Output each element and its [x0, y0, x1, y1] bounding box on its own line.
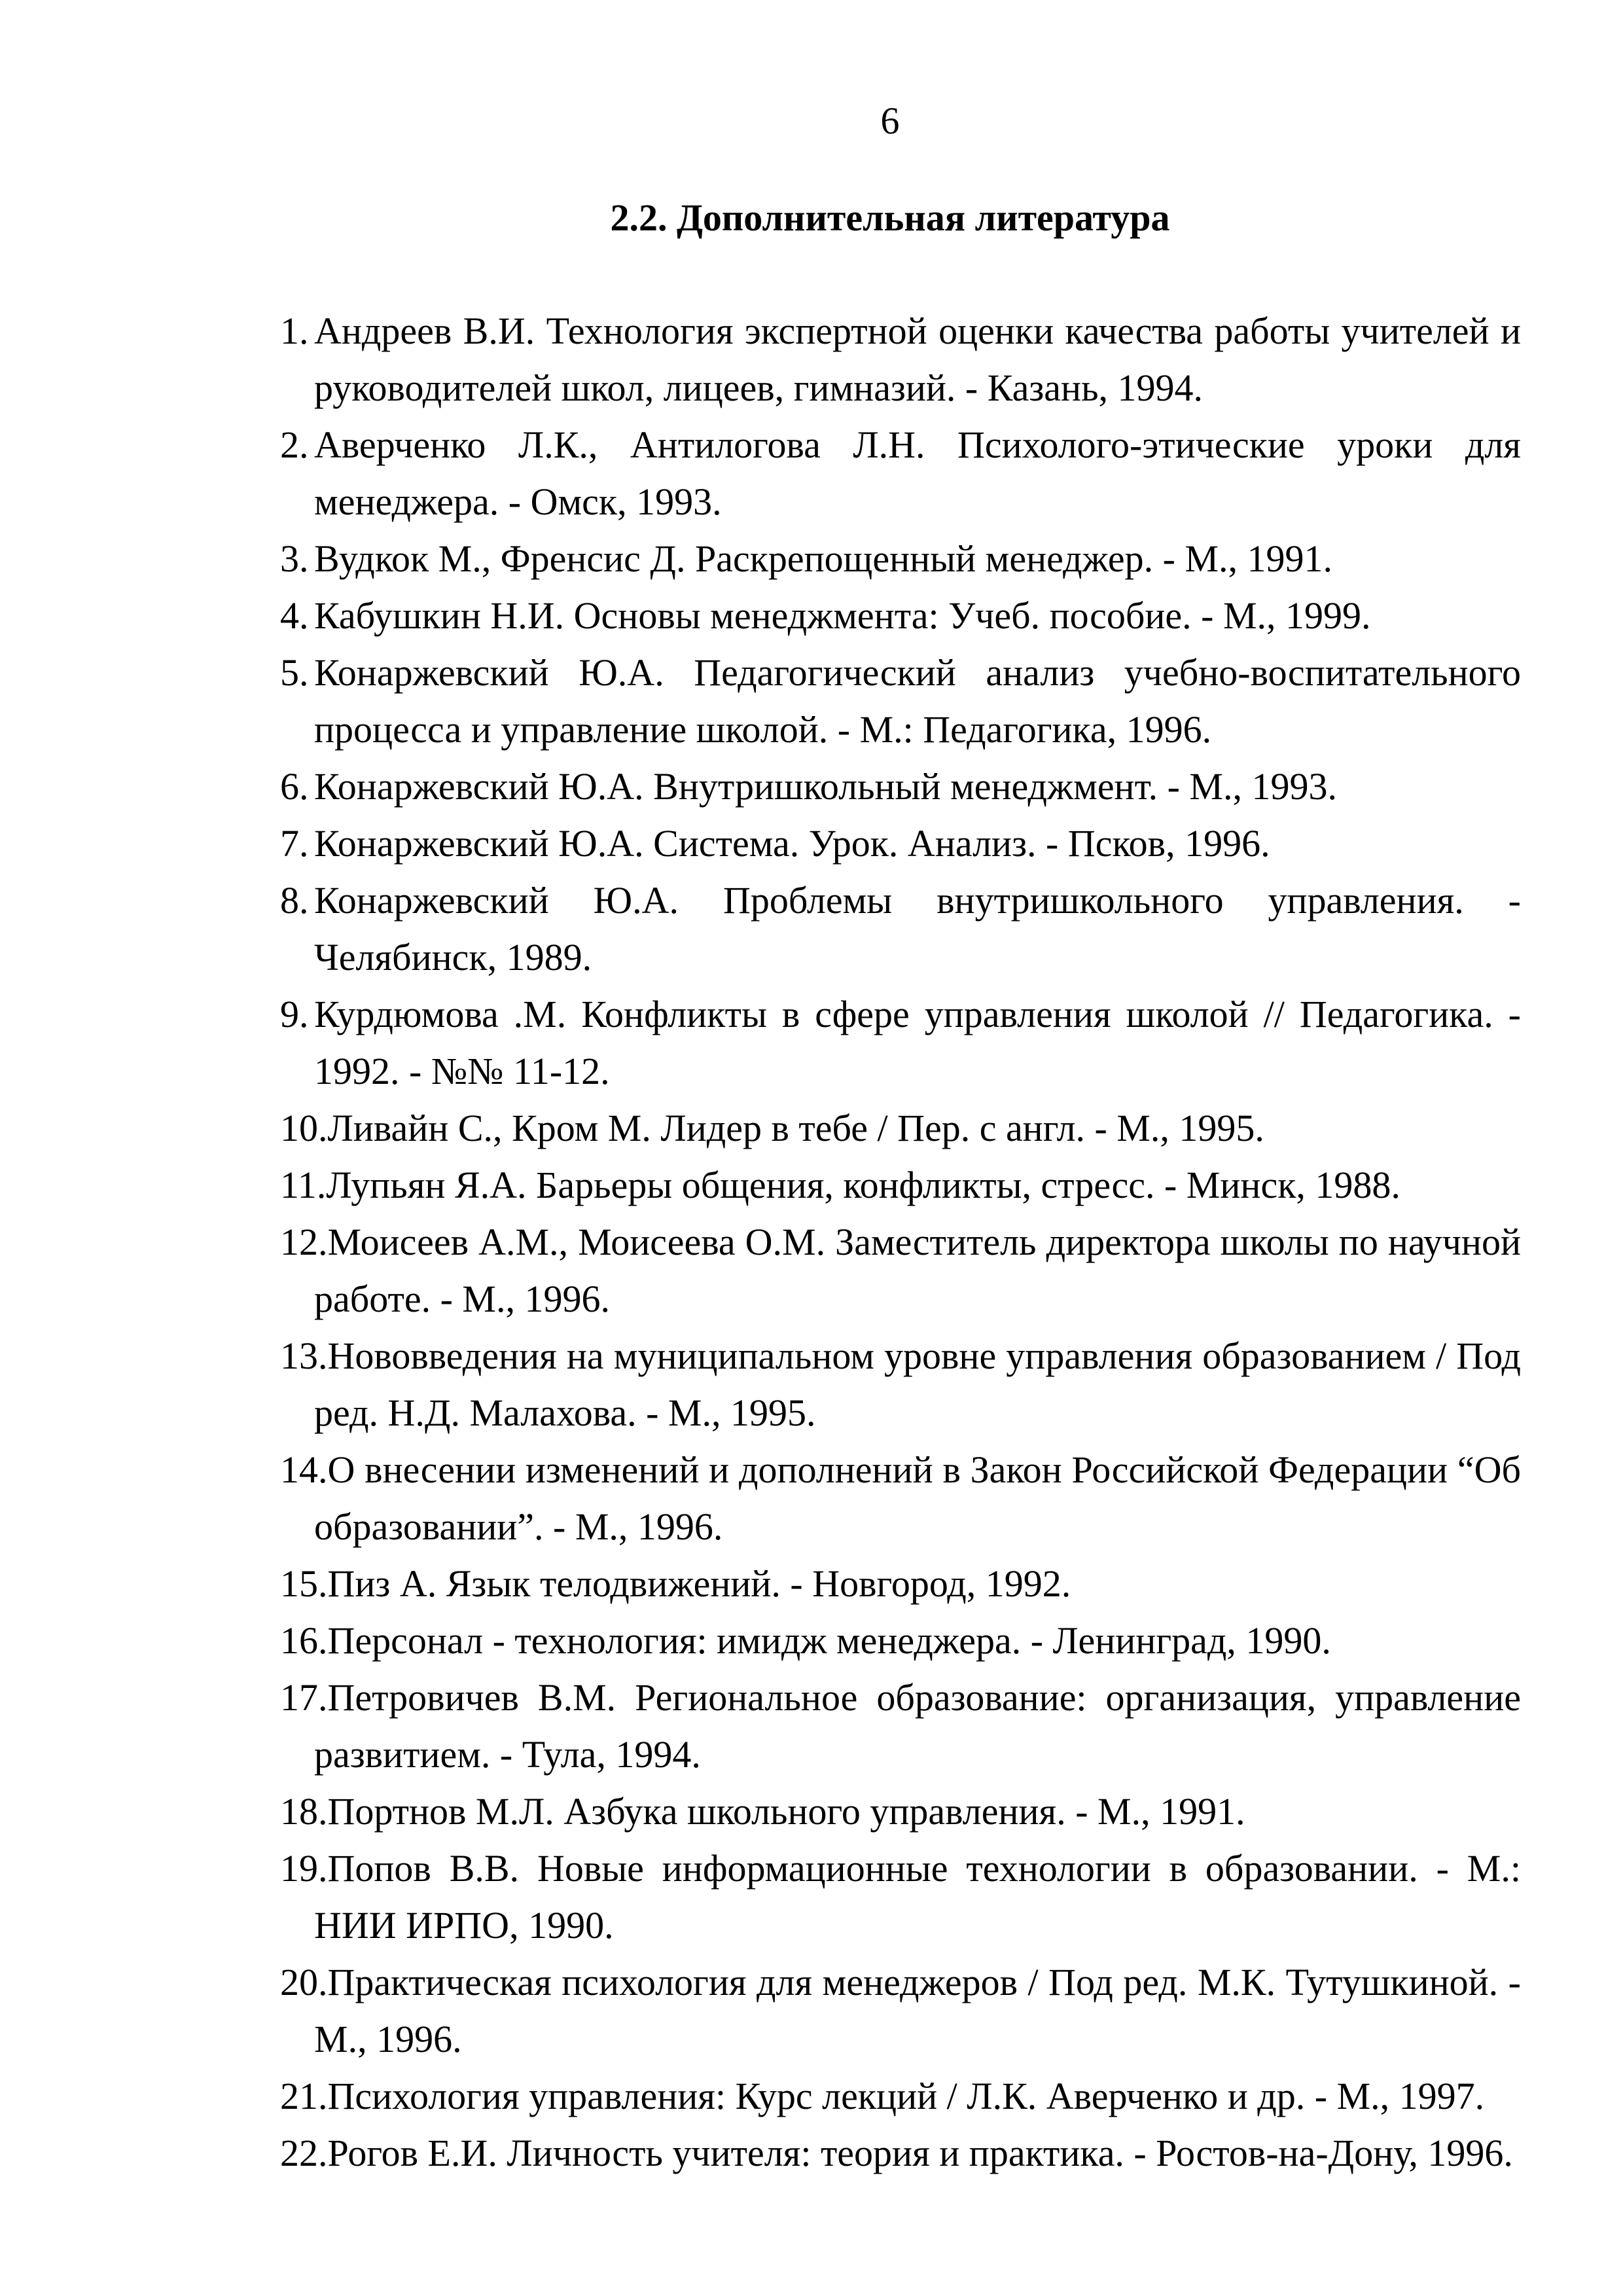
list-item: [280, 1327, 1521, 1441]
item-text: О внесении изменений и дополнений в Закон Российской Федерации “Об образовании”. - М., 1996.: [314, 1448, 1521, 1548]
item-text: Конаржевский Ю.А. Педагогический анализ учебно-воспитательного процесса и управление школой. - М.: Педагогика, 1996.: [314, 651, 1521, 751]
item-number: 22.: [280, 2132, 328, 2174]
list-item: [280, 1783, 1521, 1840]
item-text: Моисеев А.М., Моисеева О.М. Заместитель директора школы по научной работе. - М., 1996.: [314, 1221, 1521, 1320]
item-text: Пиз А. Язык телодвижений. - Новгород, 1992.: [327, 1562, 1071, 1605]
list-item: [280, 1213, 1521, 1327]
item-number: 11.: [280, 1164, 327, 1206]
item-number: 8.: [280, 879, 309, 922]
item-text: Персонал - технология: имидж менеджера. - Ленинград, 1990.: [327, 1619, 1331, 1662]
item-text: Практическая психология для менеджеров / Под ред. М.К. Тутушкиной. - М., 1996.: [314, 1961, 1521, 2060]
item-number: 18.: [280, 1790, 328, 1833]
item-text: Конаржевский Ю.А. Внутришкольный менеджмент. - М., 1993.: [314, 765, 1337, 808]
bibliography-list: [280, 302, 1521, 2181]
item-number: 15.: [280, 1562, 328, 1605]
item-number: 7.: [280, 822, 309, 865]
item-number: 19.: [280, 1847, 328, 1890]
list-item: [280, 758, 1521, 815]
list-item: [280, 530, 1521, 587]
item-text: Портнов М.Л. Азбука школьного управления. - М., 1991.: [327, 1790, 1245, 1833]
item-number: 3.: [280, 537, 309, 580]
item-number: 21.: [280, 2075, 328, 2117]
list-item: [280, 1441, 1521, 1555]
page-number: 6: [880, 99, 900, 142]
item-number: 5.: [280, 651, 309, 694]
list-item: [280, 587, 1521, 644]
list-item: [280, 986, 1521, 1100]
item-number: 6.: [280, 765, 309, 808]
item-text: Ливайн С., Кром М. Лидер в тебе / Пер. с англ. - М., 1995.: [327, 1107, 1264, 1149]
item-text: Кабушкин Н.И. Основы менеджмента: Учеб. пособие. - М., 1999.: [314, 594, 1371, 637]
list-item: [280, 644, 1521, 758]
list-item: [280, 1157, 1521, 1213]
list-item: [280, 1669, 1521, 1783]
list-item: [280, 1100, 1521, 1157]
list-item: [280, 302, 1521, 416]
list-item: [280, 1555, 1521, 1612]
item-number: 14.: [280, 1448, 328, 1491]
item-number: 12.: [280, 1221, 328, 1263]
item-number: 2.: [280, 423, 309, 466]
list-item: [280, 2125, 1521, 2181]
list-item: [280, 1612, 1521, 1669]
item-text: Андреев В.И. Технология экспертной оценки качества работы учителей и руководителей школ, лицеев, гимназий. - Казань, 1994.: [314, 310, 1521, 409]
item-number: 17.: [280, 1676, 328, 1719]
list-item: [280, 2068, 1521, 2125]
item-number: 1.: [280, 310, 309, 352]
item-number: 16.: [280, 1619, 328, 1662]
item-text: Нововведения на муниципальном уровне управления образованием / Под ред. Н.Д. Малахова. - М., 1995.: [314, 1335, 1521, 1434]
list-item: [280, 1954, 1521, 2068]
item-number: 4.: [280, 594, 309, 637]
list-item: [280, 872, 1521, 986]
item-text: Конаржевский Ю.А. Система. Урок. Анализ. - Псков, 1996.: [314, 822, 1270, 865]
item-text: Аверченко Л.К., Антилогова Л.Н. Психолого-этические уроки для менеджера. - Омск, 1993.: [314, 423, 1521, 523]
item-number: 13.: [280, 1335, 328, 1377]
item-text: Попов В.В. Новые информационные технологии в образовании. - М.: НИИ ИРПО, 1990.: [314, 1847, 1521, 1946]
item-number: 20.: [280, 1961, 328, 2003]
item-text: Вудкок М., Френсис Д. Раскрепощенный менеджер. - М., 1991.: [314, 537, 1333, 580]
item-text: Лупьян Я.А. Барьеры общения, конфликты, стресс. - Минск, 1988.: [326, 1164, 1400, 1206]
item-number: 9.: [280, 993, 309, 1035]
list-item: [280, 1840, 1521, 1954]
list-item: [280, 416, 1521, 530]
list-item: [280, 815, 1521, 872]
item-text: Рогов Е.И. Личность учителя: теория и практика. - Ростов-на-Дону, 1996.: [327, 2132, 1513, 2174]
section-title: 2.2. Дополнительная литература: [610, 196, 1170, 239]
item-text: Психология управления: Курс лекций / Л.К. Аверченко и др. - М., 1997.: [327, 2075, 1485, 2117]
item-number: 10.: [280, 1107, 328, 1149]
item-text: Конаржевский Ю.А. Проблемы внутришкольного управления. - Челябинск, 1989.: [314, 879, 1521, 978]
item-text: Петровичев В.М. Региональное образование: организация, управление развитием. - Тула, 1994.: [314, 1676, 1521, 1776]
item-text: Курдюмова .М. Конфликты в сфере управления школой // Педагогика. - 1992. - №№ 11-12.: [314, 993, 1521, 1092]
